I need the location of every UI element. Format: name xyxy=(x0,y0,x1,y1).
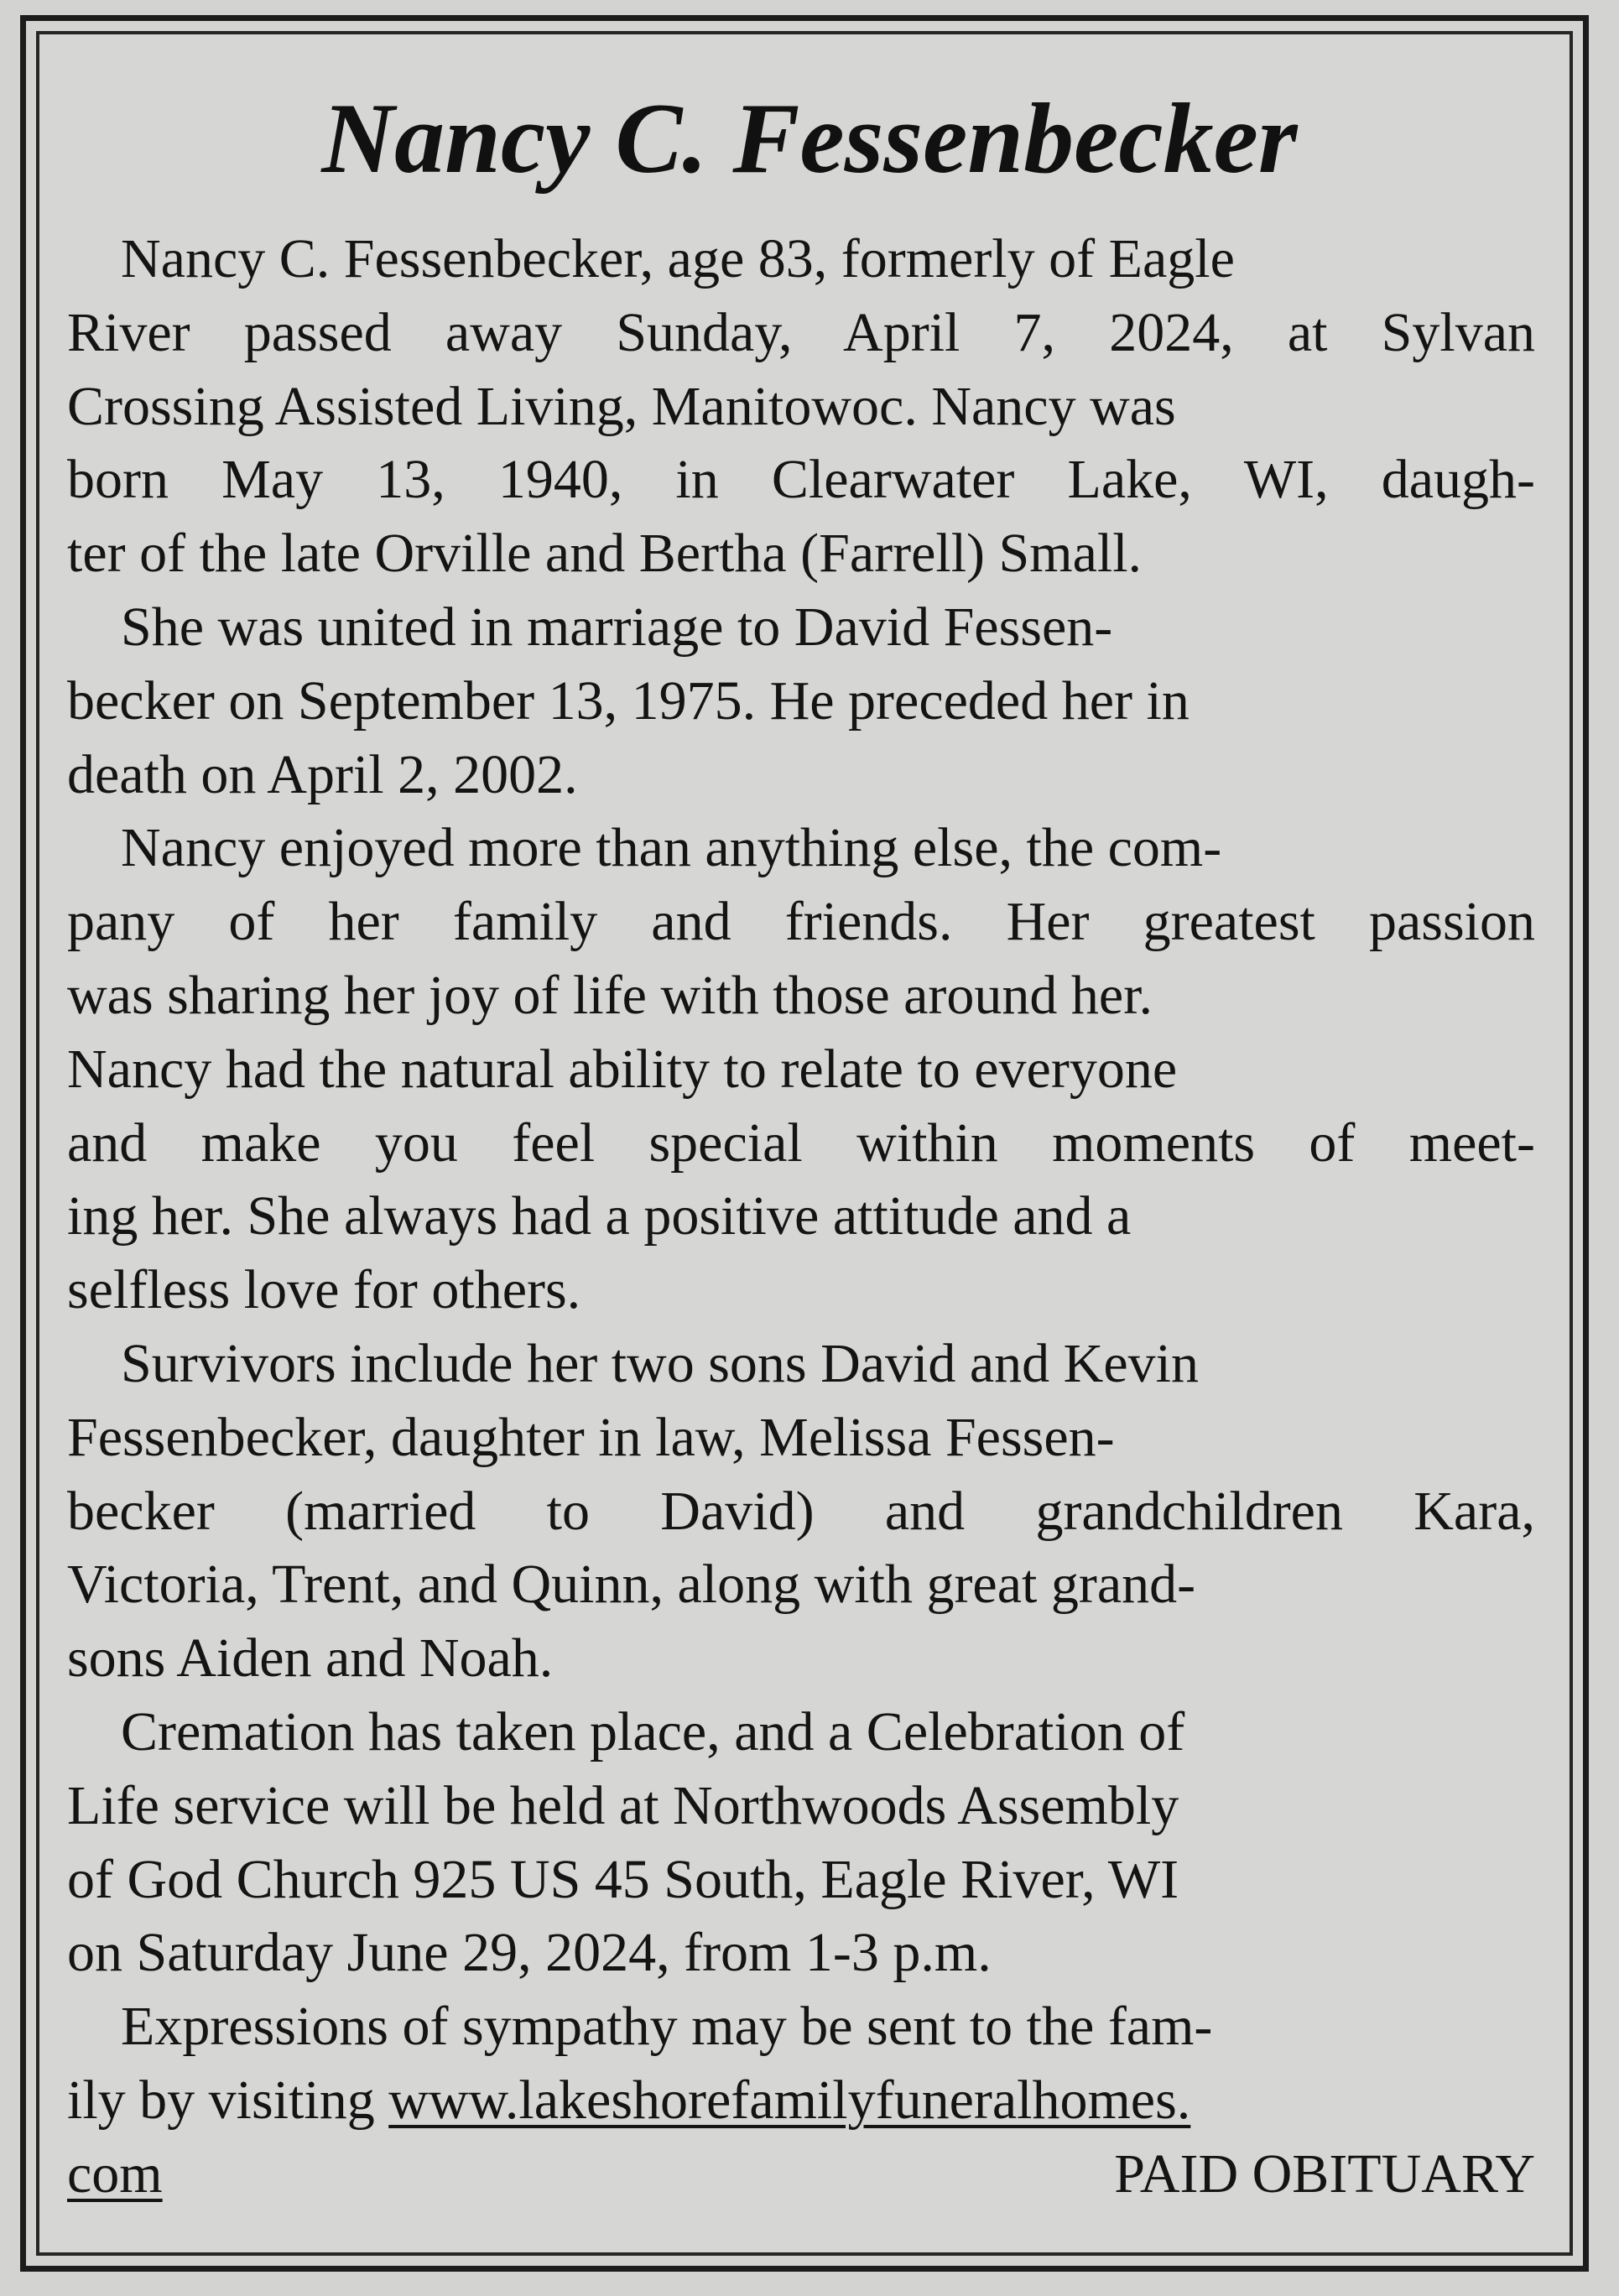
text-line: Expressions of sympathy may be sent to the fam- xyxy=(121,1996,1213,2058)
visit-prefix: ily by visiting xyxy=(67,2069,389,2131)
text-line: of God Church 925 US 45 South, Eagle River, WI xyxy=(67,1848,1179,1910)
text-line: Fessenbecker, daughter in law, Melissa Fessen- xyxy=(67,1406,1115,1468)
text-line: selfless love for others. xyxy=(67,1259,581,1321)
text-line: ter of the late Orville and Bertha (Farrell) Small. xyxy=(67,523,1143,585)
text-line: ing her. She always had a positive attitude and a xyxy=(67,1185,1132,1247)
text-line: death on April 2, 2002. xyxy=(67,743,578,805)
funeral-home-link-end[interactable]: com xyxy=(67,2142,163,2205)
obituary-body xyxy=(67,222,1535,2211)
text-line xyxy=(67,2137,1535,2211)
text-line: Nancy C. Fessenbecker, age 83, formerly of Eagle xyxy=(121,228,1235,289)
obituary-title: Nancy C. Fessenbecker xyxy=(321,82,1298,194)
text-line: becker (married to David) and grandchildren Kara, xyxy=(67,1480,1535,1542)
text-line: on Saturday June 29, 2024, from 1-3 p.m. xyxy=(67,1922,992,1984)
text-line: was sharing her joy of life with those around her. xyxy=(67,964,1153,1026)
text-line: born May 13, 1940, in Clearwater Lake, WI, daugh- xyxy=(67,449,1535,511)
text-line: Crossing Assisted Living, Manitowoc. Nancy was xyxy=(67,375,1176,437)
text-line: Nancy enjoyed more than anything else, the com- xyxy=(121,817,1222,879)
text-line: becker on September 13, 1975. He preceded her in xyxy=(67,669,1190,731)
text-line: Survivors include her two sons David and Kevin xyxy=(121,1332,1199,1394)
text-line: Victoria, Trent, and Quinn, along with great grand- xyxy=(67,1554,1196,1616)
text-line: Cremation has taken place, and a Celebration of xyxy=(121,1700,1185,1762)
text-line xyxy=(67,2064,1535,2137)
text-line: pany of her family and friends. Her greatest passion xyxy=(67,891,1535,953)
text-line: Nancy had the natural ability to relate to everyone xyxy=(67,1038,1178,1100)
text-line: Life service will be held at Northwoods Assembly xyxy=(67,1774,1179,1836)
text-line: sons Aiden and Noah. xyxy=(67,1627,554,1689)
text-line: She was united in marriage to David Fessen- xyxy=(121,596,1113,658)
funeral-home-link[interactable]: www.lakeshorefamilyfuneralhomes. xyxy=(388,2069,1191,2131)
text-line: and make you feel special within moments of meet- xyxy=(67,1112,1535,1174)
text-line: River passed away Sunday, April 7, 2024, at Sylvan xyxy=(67,301,1535,363)
paid-obituary-label: PAID OBITUARY xyxy=(1114,2142,1535,2205)
